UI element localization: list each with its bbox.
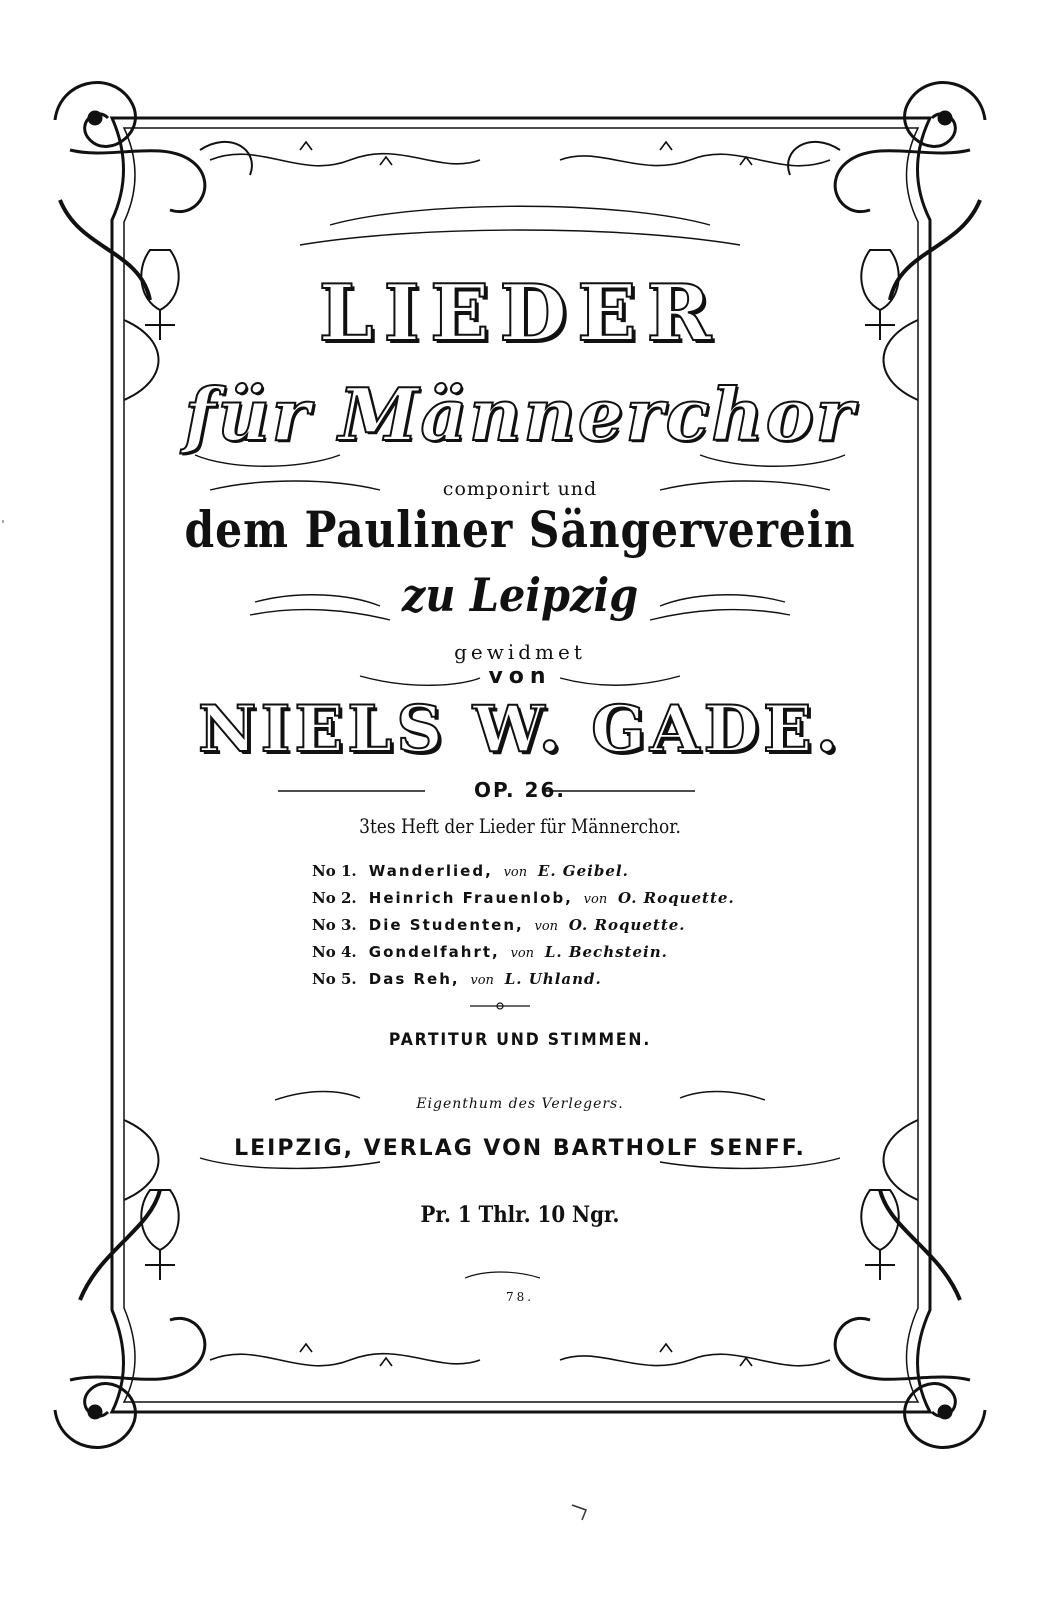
song-list-item: [312, 912, 832, 939]
song-von: von: [534, 919, 559, 934]
plate-number-swash: [465, 1272, 540, 1278]
subtitle-maennerchor: für Männerchor: [184, 372, 856, 457]
publisher-line: LEIPZIG, VERLAG VON BARTHOLF SENFF.: [234, 1136, 806, 1161]
song-author: O. Roquette.: [618, 889, 735, 907]
gewidmet-text: gewidmet: [454, 640, 586, 664]
song-number: No 1.: [312, 862, 357, 880]
song-von: von: [470, 973, 494, 988]
partitur-divider: [470, 1003, 530, 1009]
dedication-line-2: zu Leipzig: [401, 568, 639, 622]
song-number: No 5.: [312, 970, 357, 988]
song-title: Wanderlied,: [368, 862, 493, 880]
heft-line: 3tes Heft der Lieder für Männerchor.: [359, 814, 681, 838]
composer-name: NIELS W. GADE.: [197, 692, 843, 767]
song-von: von: [510, 946, 535, 961]
song-author: L. Bechstein.: [544, 943, 668, 961]
bottom-vine-ornament: [210, 1344, 830, 1366]
song-author: E. Geibel.: [537, 862, 629, 880]
song-title: Heinrich Frauenlob,: [368, 889, 573, 907]
price-line: Pr. 1 Thlr. 10 Ngr.: [420, 1202, 620, 1228]
song-list-item: [312, 885, 832, 912]
top-vine-ornament: [210, 142, 830, 166]
plate-number: 78.: [505, 1290, 535, 1304]
song-list: [312, 858, 832, 993]
song-number: No 4.: [312, 943, 357, 961]
corner-ornament-bottom-left: [55, 1190, 205, 1447]
song-title: Die Studenten,: [368, 916, 524, 934]
corner-ornament-bottom-right: [835, 1190, 985, 1447]
song-von: von: [503, 865, 528, 880]
song-number: No 2.: [312, 889, 357, 907]
song-von: von: [583, 892, 608, 907]
song-title: Gondelfahrt,: [368, 943, 500, 961]
opus-number: OP. 26.: [474, 778, 566, 802]
dedication-line-1: dem Pauliner Sängerverein: [184, 500, 856, 559]
song-author: L. Uhland.: [504, 970, 602, 988]
von-text: von: [488, 664, 552, 689]
song-list-item: [312, 966, 832, 993]
song-list-item: [312, 858, 832, 885]
eigenthum-line: Eigenthum des Verlegers.: [416, 1096, 624, 1112]
partitur-und-stimmen: PARTITUR UND STIMMEN.: [388, 1030, 652, 1050]
song-number: No 3.: [312, 916, 357, 934]
componirt-text: componirt und: [442, 478, 598, 500]
bottom-margin-mark: [572, 1505, 586, 1520]
song-list-item: [312, 939, 832, 966]
main-title: LIEDER: [318, 268, 722, 359]
song-author: O. Roquette.: [568, 916, 686, 934]
song-title: Das Reh,: [368, 970, 460, 988]
